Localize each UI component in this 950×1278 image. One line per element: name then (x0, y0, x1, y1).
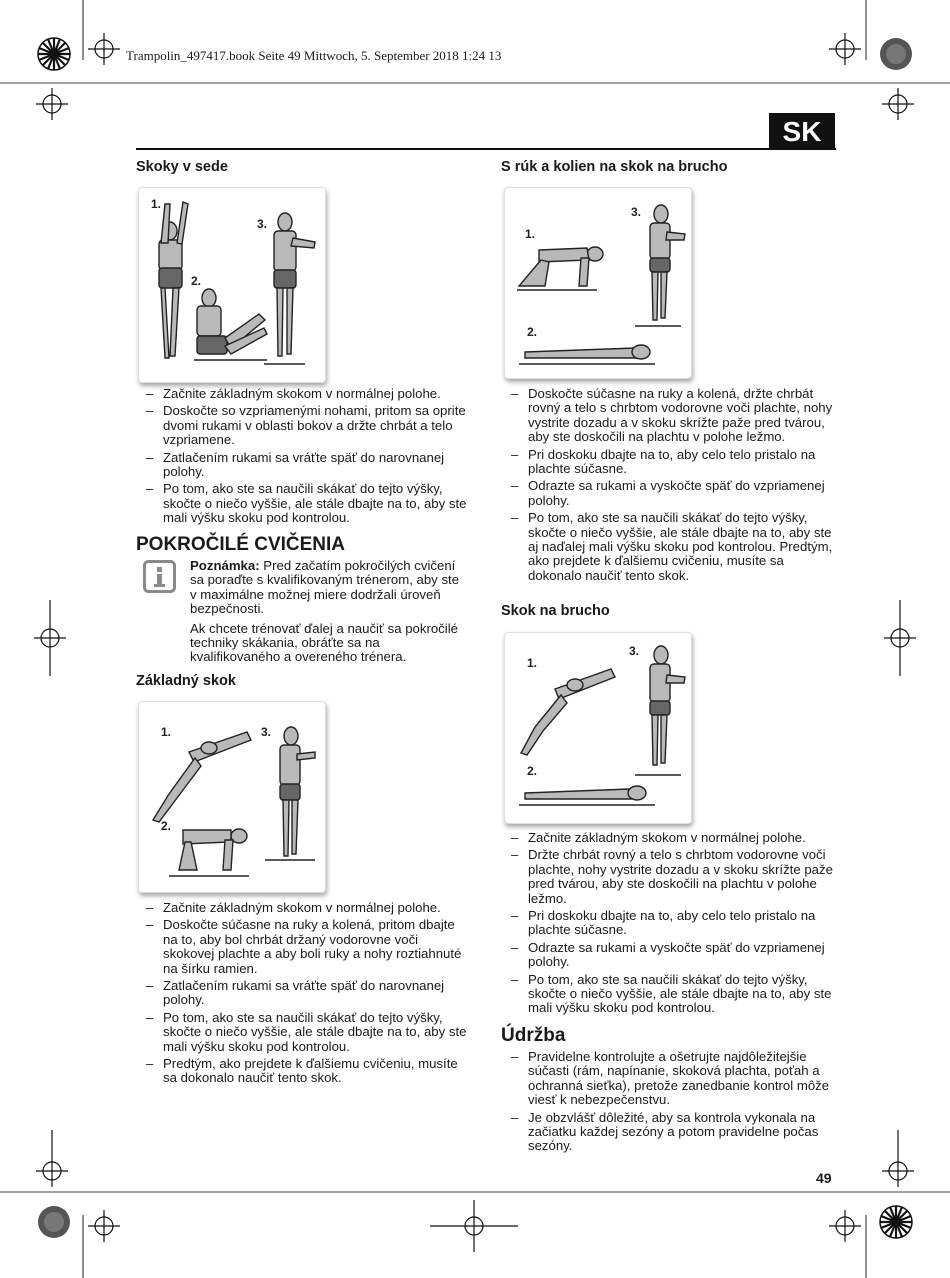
figure-label-2: 2. (527, 764, 538, 778)
list-sitting-jumps (136, 387, 471, 529)
illustration-knees-to-belly (504, 187, 692, 379)
list-item: – Je obzvlášť dôležité, aby sa kontrola vykonala na začiatku každej sezóny a potom pravidelne počas sezóny. (511, 1109, 819, 1154)
gray-dot-mark-bl (38, 1206, 70, 1238)
figure-person-icons (521, 646, 685, 800)
note-label: Poznámka: (190, 558, 260, 573)
note-text: Pred začatím pokročilých cvičení sa poraďte s kvalifikovaným trénerom, aby ste v maximálne možnej miere dodržali úroveň bezpečnosti. (190, 558, 460, 617)
section-heading-maintenance: Údržba (501, 1025, 566, 1046)
figure-label-2: 2. (161, 819, 172, 833)
list-item: – Predtým, ako prejdete k ďalšiemu cvičeniu, musíte sa dokonalo naučiť tento skok. (146, 1056, 458, 1086)
page-number: 49 (816, 1170, 832, 1186)
list-item: – Doskočte súčasne na ruky a kolená, držte chrbát rovný a telo s chrbtom vodorovne voči plachte, nohy vystrite dozadu a v skoku skrížte paže pred tvárou, aby ste doskočili na plachtu v polohe ležmo. (511, 386, 833, 445)
section-heading-sitting-jumps: Skoky v sede (136, 159, 228, 175)
section-heading-advanced: POKROČILÉ CVIČENIA (136, 534, 346, 555)
list-basic-jump (136, 901, 471, 1089)
list-item: – Zatlačením rukami sa vráťte späť do narovnanej polohy. (146, 449, 445, 480)
list-maintenance (501, 1050, 836, 1157)
figure-label-3: 3. (257, 217, 268, 231)
note-text-2: Ak chcete trénovať ďalej a naučiť sa pokročilé techniky skákania, obráťte sa na kvalifikovaného a overeného trénera. (190, 620, 458, 665)
figure-label-1: 1. (525, 227, 536, 241)
figure-label-2: 2. (527, 325, 538, 339)
figure-label-2: 2. (191, 274, 202, 288)
section-heading-knees-to-belly: S rúk a kolien na skok na brucho (501, 159, 728, 175)
figure-person-icons (519, 205, 685, 359)
illustration-sitting-jumps (138, 187, 326, 383)
list-item: – Doskočte so vzpriamenými nohami, pritom sa oprite dvomi rukami v oblasti bokov a držte chrbát a telo vzpriamene. (146, 403, 466, 448)
list-item: – Začnite základným skokom v normálnej polohe. (146, 386, 441, 401)
list-item: – Po tom, ako ste sa naučili skákať do tejto výšky, skočte o niečo vyššie, ale stále dbajte na to, aby ste mali výšku skoku pod kontrolou. (511, 971, 832, 1016)
section-heading-belly-jump: Skok na brucho (501, 603, 610, 619)
figure-person-icons (153, 727, 315, 870)
list-item: – Pravidelne kontrolujte a ošetrujte najdôležitejšie súčasti (rám, napínanie, skoková plachta, poťah a ochranná sieťka), pretože zanedbanie kontrol môže viesť k nebezpečenstvu. (511, 1049, 830, 1108)
gray-dot-mark-tr (880, 38, 912, 70)
figure-mat-lines (194, 360, 305, 364)
list-item: – Odrazte sa rukami a vyskočte späť do vzpriamenej polohy. (511, 939, 825, 970)
figure-label-1: 1. (527, 656, 538, 670)
list-item: – Odrazte sa rukami a vyskočte späť do vzpriamenej polohy. (511, 478, 825, 508)
illustration-belly-jump (504, 632, 692, 824)
list-item: – Po tom, ako ste sa naučili skákať do tejto výšky, skočte o niečo vyššie, ale stále dbajte na to, aby ste aj naďalej mali výšku skoku pod kontrolou. Predtým, ako prejdete k ďalšiemu cvičeniu, musíte sa dokonalo naučiť tento skok. (511, 510, 833, 583)
header-rule (136, 148, 836, 150)
figure-person-icons (159, 202, 315, 358)
figure-label-3: 3. (631, 205, 642, 219)
list-item: – Začnite základným skokom v normálnej polohe. (511, 830, 806, 845)
list-belly-jump (501, 831, 836, 1019)
list-item: – Začnite základným skokom v normálnej polohe. (146, 900, 441, 915)
figure-label-1: 1. (161, 725, 172, 739)
section-heading-basic-jump: Základný skok (136, 673, 236, 689)
list-item: – Doskočte súčasne na ruky a kolená, pritom dbajte na to, aby bol chrbát držaný vodorovne voči skokovej plachte a aby boli ruky a nohy roztiahnuté na šírku ramien. (146, 917, 462, 976)
list-item: – Po tom, ako ste sa naučili skákať do tejto výšky, skočte o niečo vyššie, ale stále dbajte na to, aby ste mali výšku skoku pod kontrolou. (146, 1009, 467, 1054)
list-item: – Pri doskoku dbajte na to, aby celo telo pristalo na plachte súčasne. (511, 446, 816, 477)
figure-label-3: 3. (629, 644, 640, 658)
note-box (190, 559, 466, 670)
figure-label-3: 3. (261, 725, 272, 739)
list-knees-to-belly (501, 387, 836, 586)
list-item: – Po tom, ako ste sa naučili skákať do tejto výšky, skočte o niečo vyššie, ale stále dbajte na to, aby ste mali výšku skoku pod kontrolou. (146, 481, 467, 526)
figure-label-1: 1. (151, 197, 162, 211)
list-item: – Zatlačením rukami sa vráťte späť do narovnanej polohy. (146, 978, 445, 1008)
file-info-header: Trampolin_497417.book Seite 49 Mittwoch, 5. September 2018 1:24 13 (126, 48, 502, 63)
sunburst-mark-tl (38, 38, 70, 70)
language-tab: SK (769, 113, 835, 150)
info-icon (143, 560, 176, 593)
list-item: – Pri doskoku dbajte na to, aby celo telo pristalo na plachte súčasne. (511, 908, 816, 938)
sunburst-mark-br (880, 1206, 912, 1238)
illustration-basic-jump (138, 701, 326, 893)
list-item: – Držte chrbát rovný a telo s chrbtom vodorovne voči plachte, nohy vystrite dozadu a v skoku skrížte paže pred tvárou, aby ste doskočili na plachtu v polohe ležmo. (511, 847, 833, 906)
